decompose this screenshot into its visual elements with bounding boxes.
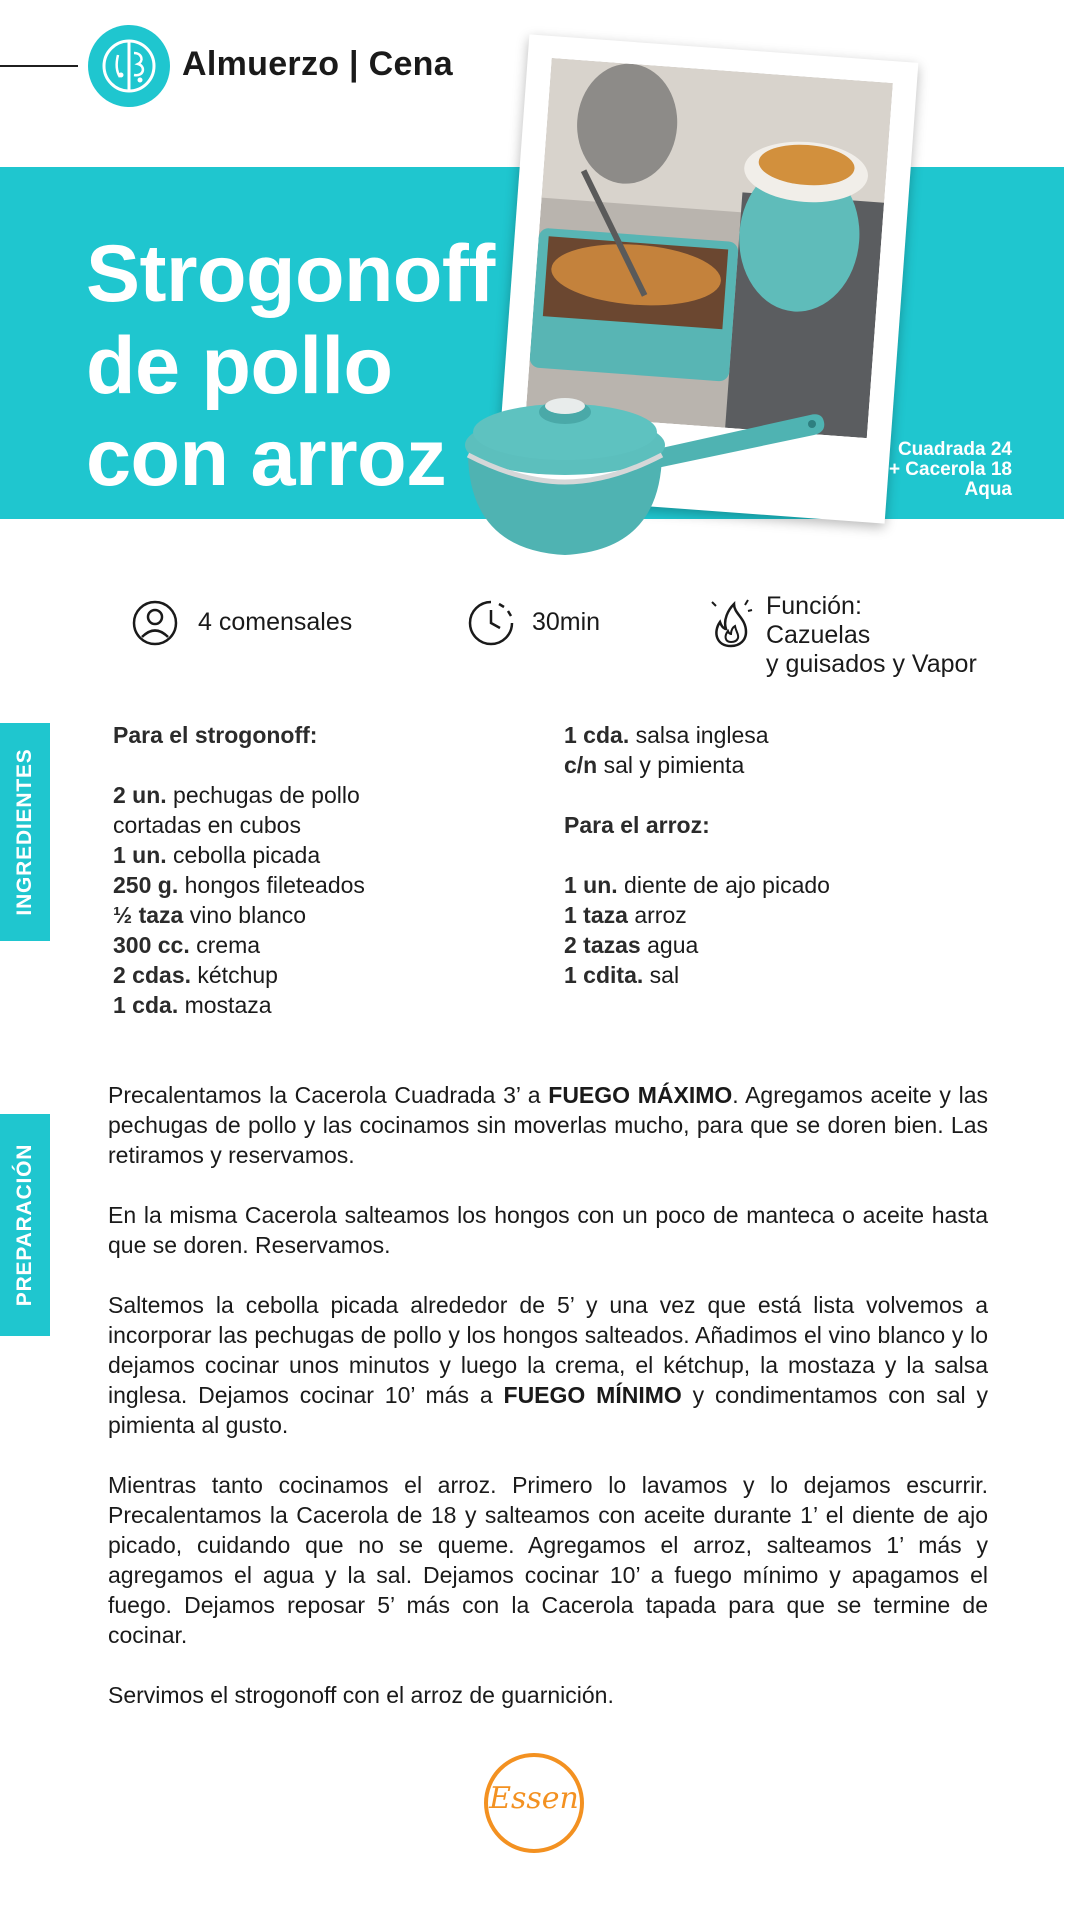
preparation-paragraph: Mientras tanto cocinamos el arroz. Primero lo lavamos y lo dejamos escurrir. Precalentamos la Cacerola de 18 y salteamos con aceite durante 1’ el diente de ajo picado, cuidando que no se queme. Agregamos el arroz, salteamos 1’ más y agregamos el agua y la sal. Dejamos cocinar 10’ a fuego mínimo y apagamos el fuego. Dejamos reposar 5’ más con la Cacerola tapada para que se termine de cocinar. bbox=[108, 1472, 988, 1648]
recipe-title bbox=[86, 228, 506, 504]
function-label-line: Función: bbox=[766, 592, 862, 620]
ingredient-item: cortadas en cubos bbox=[113, 812, 301, 838]
food-icon bbox=[88, 25, 170, 107]
preparation-paragraph: Servimos el strogonoff con el arroz de guarnición. bbox=[108, 1682, 614, 1708]
essen-logo-text: Essen bbox=[489, 1781, 579, 1816]
ingredient-item: 250 g. hongos fileteados bbox=[113, 872, 365, 898]
ingredient-item: c/n sal y pimienta bbox=[564, 752, 745, 778]
ingredient-item: 1 cdita. sal bbox=[564, 962, 680, 988]
product-label-line: Cuadrada 24 bbox=[897, 439, 1012, 460]
function-label-line: y guisados y Vapor bbox=[766, 650, 977, 678]
category-badge bbox=[88, 25, 170, 107]
ingredient-item: 1 un. cebolla picada bbox=[113, 842, 321, 868]
person-icon bbox=[132, 600, 178, 646]
ingredients-tab bbox=[0, 723, 50, 941]
preparation-paragraph: Saltemos la cebolla picada alrededor de 5’ y una vez que está lista volvemos a incorporar las pechugas de pollo y los hongos salteados. Añadimos el vino blanco y lo dejamos cocinar unos minutos y luego la crema, el kétchup, la mostaza y la salsa inglesa. Dejamos cocinar 10’ más a FUEGO MÍNIMO y condimentamos con sal y pimienta al gusto. bbox=[108, 1292, 988, 1438]
clock-icon bbox=[468, 600, 514, 646]
essen-logo bbox=[484, 1753, 584, 1853]
preparation-paragraph: Precalentamos la Cacerola Cuadrada 3’ a FUEGO MÁXIMO. Agregamos aceite y las pechugas de pollo y las cocinamos sin moverlas mucho, para que se doren bien. Las retiramos y reservamos. bbox=[108, 1082, 988, 1168]
ingredient-item: 2 cdas. kétchup bbox=[113, 962, 278, 988]
ingredients-heading: Para el arroz: bbox=[564, 812, 710, 838]
recipe-title-line: Strogonoff bbox=[86, 229, 495, 319]
header-divider-line bbox=[0, 65, 78, 67]
ingredient-item: ½ taza vino blanco bbox=[113, 902, 307, 928]
preparation-steps bbox=[108, 1080, 988, 1740]
ingredient-item: 1 taza arroz bbox=[564, 902, 687, 928]
ingredient-item: 2 un. pechugas de pollo bbox=[113, 782, 360, 808]
ingredients-heading: Para el strogonoff: bbox=[113, 722, 318, 748]
preparation-tab bbox=[0, 1114, 50, 1336]
function-label bbox=[766, 592, 977, 679]
ingredient-item: 2 tazas agua bbox=[564, 932, 699, 958]
ingredients-column-right bbox=[564, 720, 830, 990]
recipe-title-line: con arroz bbox=[86, 413, 447, 503]
flame-icon bbox=[708, 596, 754, 648]
time-label: 30min bbox=[532, 608, 601, 636]
preparation-tab-label: PREPARACIÓN bbox=[13, 1143, 36, 1307]
ingredient-item: 1 un. diente de ajo picado bbox=[564, 872, 830, 898]
category-label: Almuerzo | Cena bbox=[182, 45, 453, 83]
servings-label: 4 comensales bbox=[198, 608, 353, 636]
ingredients-column-left bbox=[113, 720, 365, 1020]
saucepan-illustration bbox=[460, 360, 840, 580]
ingredient-item: 300 cc. crema bbox=[113, 932, 261, 958]
preparation-paragraph: En la misma Cacerola salteamos los hongos con un poco de manteca o aceite hasta que se doren. Reservamos. bbox=[108, 1202, 988, 1258]
product-label bbox=[852, 440, 1012, 500]
product-label-line: Aqua bbox=[964, 479, 1012, 500]
function-label-line: Cazuelas bbox=[766, 621, 871, 649]
product-label-line: + Cacerola 18 bbox=[888, 459, 1012, 480]
recipe-title-line: de pollo bbox=[86, 321, 393, 411]
ingredients-tab-label: INGREDIENTES bbox=[13, 748, 36, 916]
ingredient-item: 1 cda. salsa inglesa bbox=[564, 722, 769, 748]
ingredient-item: 1 cda. mostaza bbox=[113, 992, 272, 1018]
